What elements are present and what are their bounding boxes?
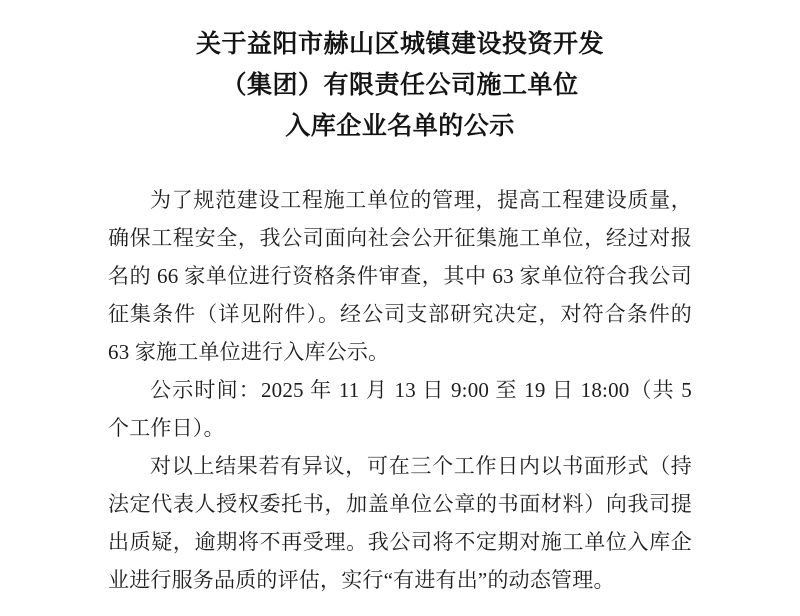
- paragraph-2: 公示时间：2025 年 11 月 13 日 9:00 至 19 日 18:00（共 5 个工作日）。: [108, 378, 692, 440]
- title-line-1: 关于益阳市赫山区城镇建设投资开发: [195, 31, 604, 58]
- title-line-2: （集团）有限责任公司施工单位: [221, 72, 579, 99]
- title-line-3: 入库企业名单的公示: [285, 113, 515, 140]
- paragraph-1: 为了规范建设工程施工单位的管理，提高工程建设质量，确保工程安全，我公司面向社会公开征集施工单位，经过对报名的 66 家单位进行资格条件审查，其中 63 家单位符合我公司征集条件（详见附件）。经公司支部研究决定，对符合条件的 63 家施工单位进行入库公示。: [108, 188, 692, 364]
- document-body: [108, 181, 692, 599]
- paragraph-3: 对以上结果若有异议，可在三个工作日内以书面形式（持法定代表人授权委托书，加盖单位公章的书面材料）向我司提出质疑，逾期将不再受理。我公司将不定期对施工单位入库企业进行服务品质的评估，实行“有进有出”的动态管理。: [108, 454, 692, 592]
- page-title: [108, 18, 692, 147]
